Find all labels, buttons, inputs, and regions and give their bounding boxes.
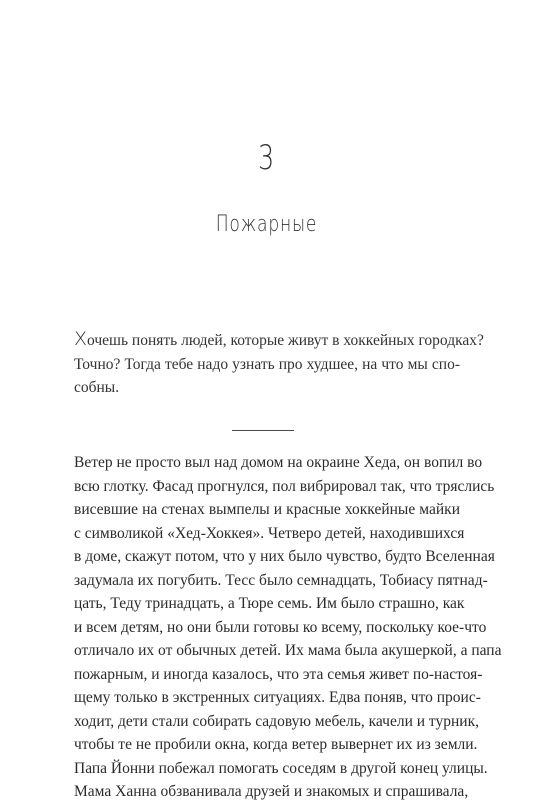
body-line: Мама Ханна обзванивала друзей и знакомых и спрашивала,	[74, 783, 469, 800]
body-line: Ветер не просто выл над домом на окраине Хеда, он вопил во	[74, 454, 483, 471]
body-line: чтобы те не пробили окна, когда ветер вывернет их из земли.	[74, 736, 478, 753]
body-line: щему только в экстренных ситуациях. Едва поняв, что проис-	[74, 689, 481, 706]
chapter-title: Пожарные	[215, 212, 318, 237]
body-line: цать, Теду тринадцать, а Тюре семь. Им было страшно, как	[74, 595, 465, 612]
body-line: задумала их погубить. Тесс было семнадцать, Тобиасу пятнад-	[74, 571, 488, 589]
body-line: и всем детям, но они были готовы ко всему, поскольку кое-что	[74, 618, 487, 636]
body-line: Папа Йонни побежал помогать соседям в другой конец улицы.	[74, 759, 488, 777]
body-line: с символикой «Хед-Хоккея». Четверо детей, находившихся	[74, 524, 465, 542]
epigraph	[74, 328, 484, 400]
body-text	[74, 451, 502, 804]
epigraph-line: Точно? Тогда тебе надо узнать про худшее, на что мы спо-	[74, 355, 460, 373]
body-line: ходит, дети стали собирать садовую мебель, качели и турник,	[74, 712, 479, 730]
body-line: пожарным, и иногда казалось, что эта семья живет по-настоя-	[74, 665, 483, 683]
body-line: всю глотку. Фасад прогнулся, пол вибрировал так, что тряслись	[74, 477, 495, 495]
epigraph-text: очешь понять людей, которые живут в хоккейных городках?	[87, 332, 484, 349]
drop-cap: Х	[74, 328, 88, 350]
section-divider	[232, 430, 294, 431]
chapter-number: 3	[258, 138, 275, 178]
body-line: отличало их от обычных детей. Их мама была акушеркой, а папа	[74, 642, 502, 659]
epigraph-line: собны.	[74, 379, 120, 396]
body-line: висевшие на стенах вымпелы и красные хоккейные майки	[74, 501, 460, 518]
epigraph-line	[74, 328, 484, 353]
body-line: в доме, скажут потом, что у них было чувство, будто Вселенная	[74, 548, 495, 565]
